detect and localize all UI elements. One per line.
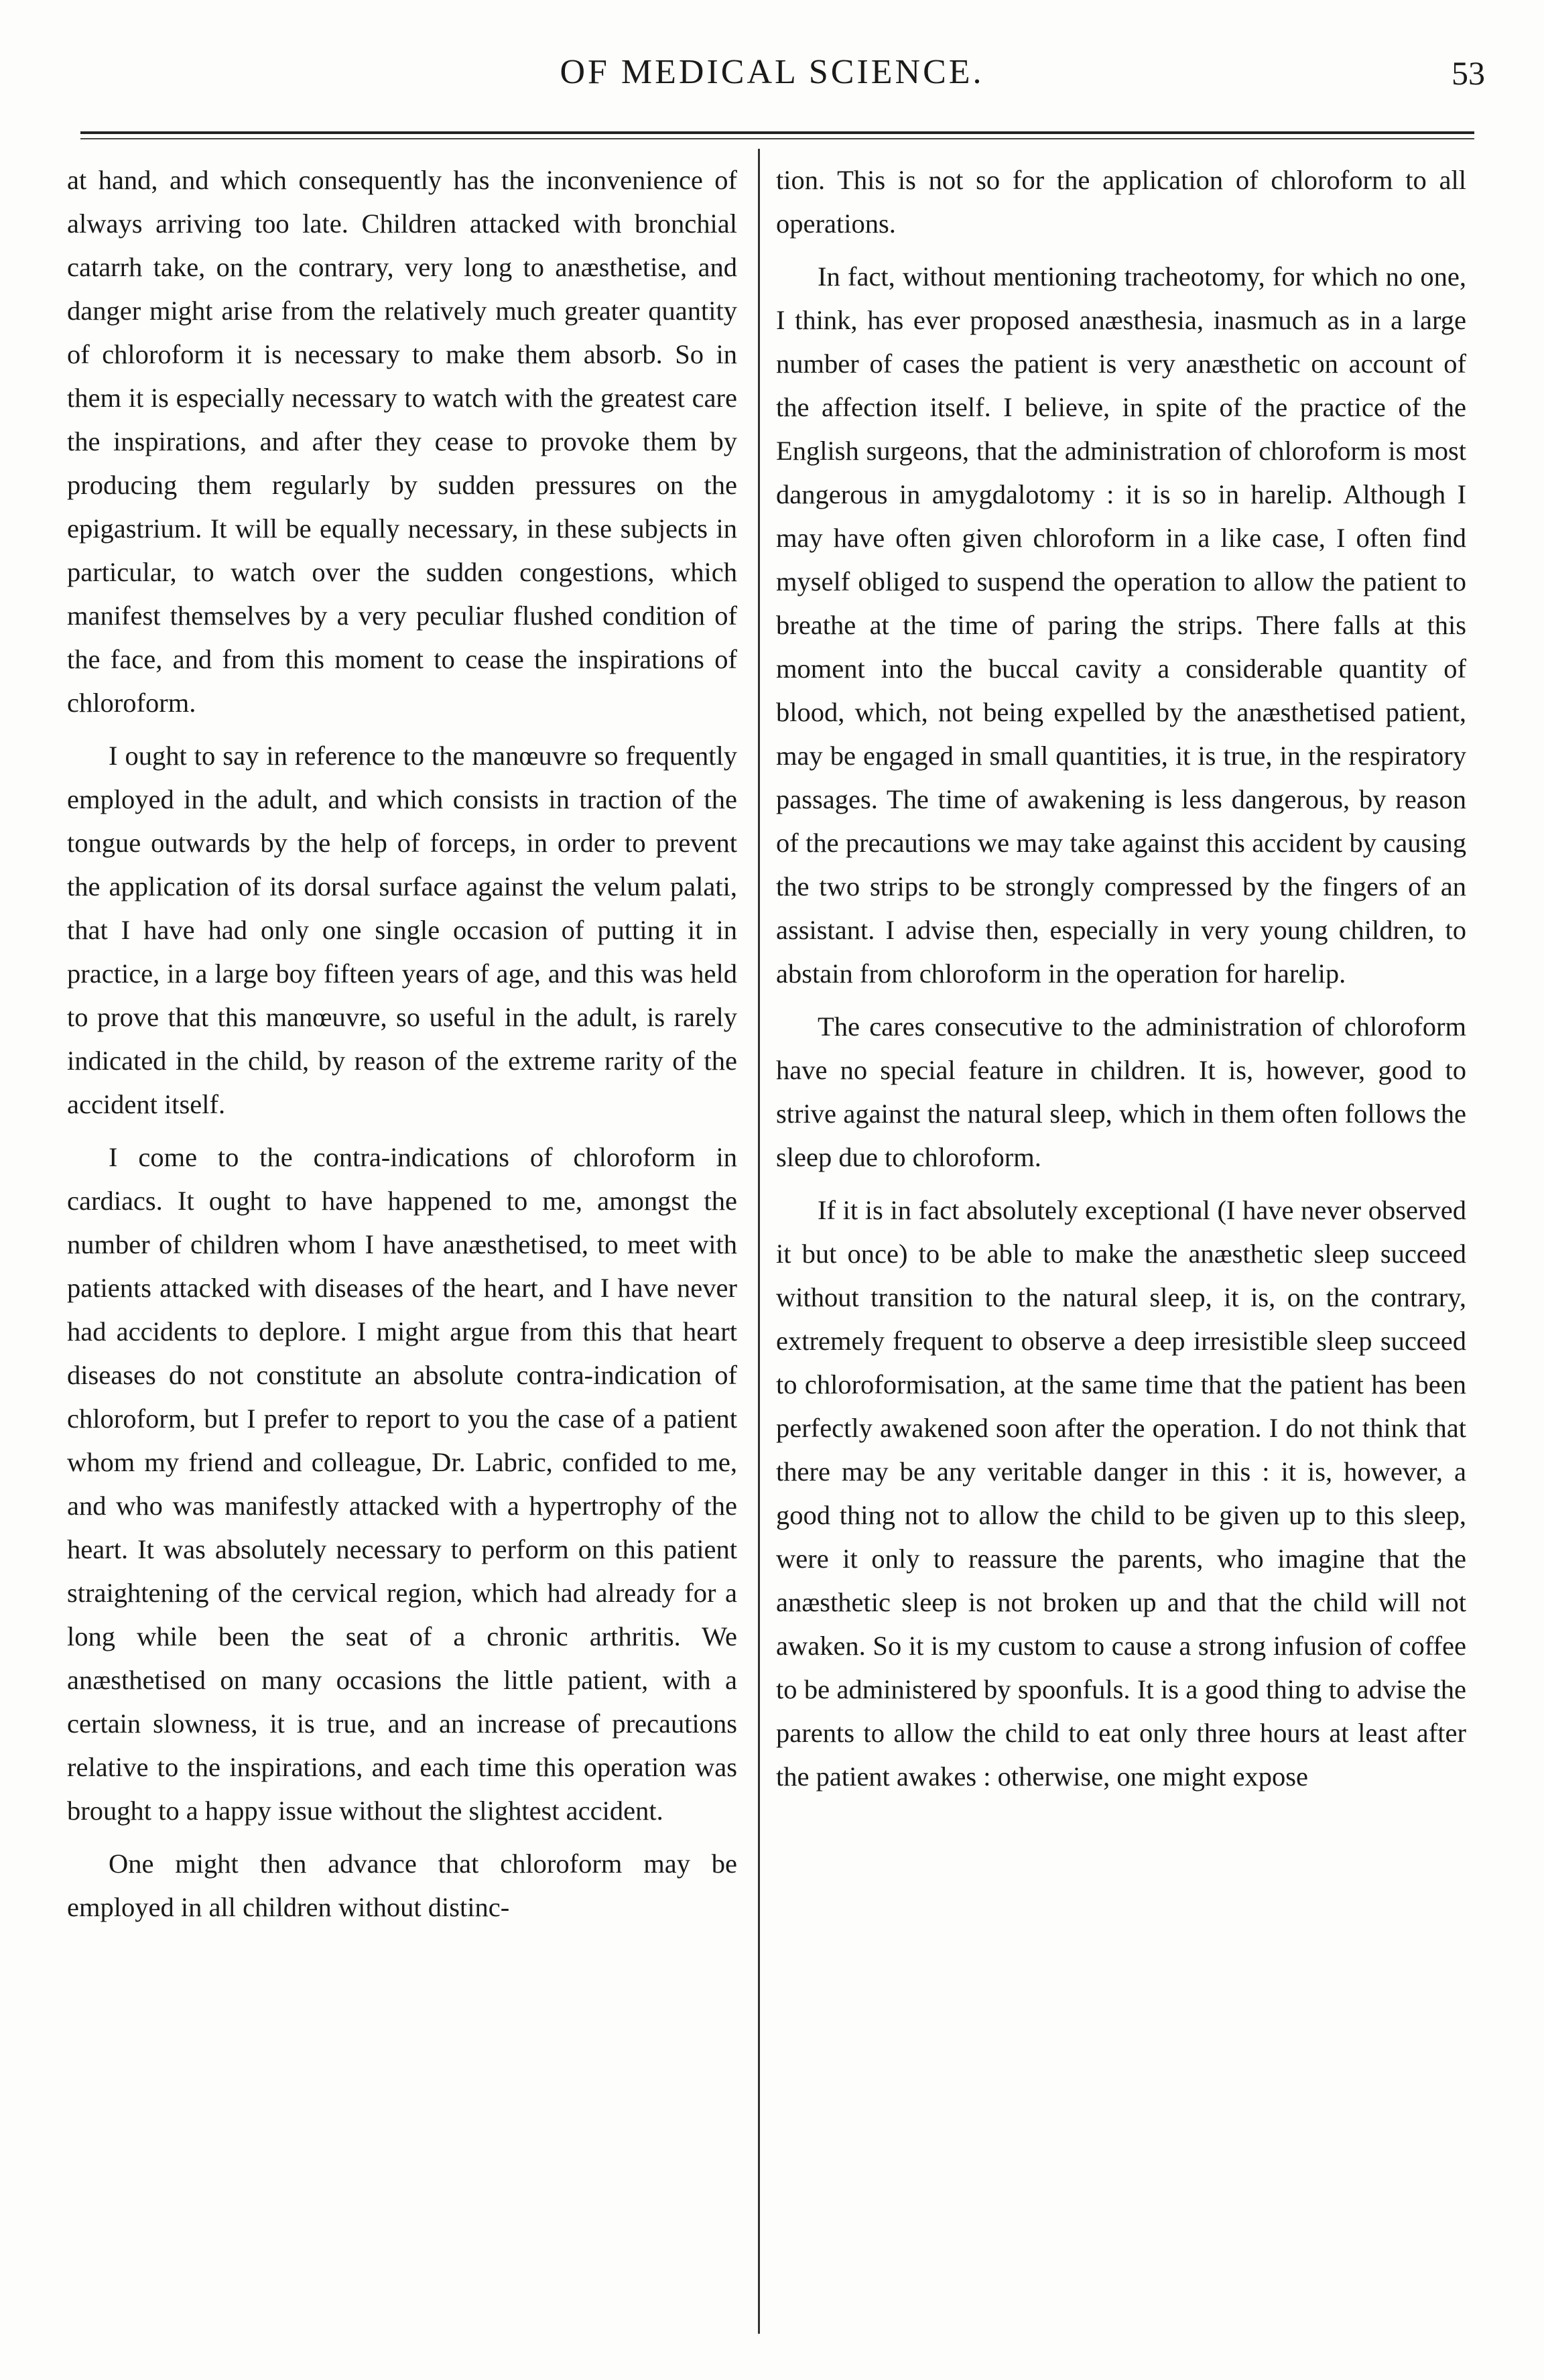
header-rule-thick (80, 131, 1474, 134)
header-rule-thin (80, 138, 1474, 139)
running-head (0, 52, 1544, 99)
left-column (67, 158, 737, 2330)
page-number: 53 (1452, 54, 1485, 92)
right-column (776, 158, 1466, 2330)
right-paragraph-1: tion. This is not so for the application of chloroform to all operations. (776, 165, 1466, 239)
right-paragraph-4: If it is in fact absolutely exceptional (I have never observed it but once) to be able to make the anæsthetic sleep succeed without transition to the natural sleep, it is, on the contrary, extremely frequent to observe a deep irresistible sleep succeed to chloroformisation, at the same time that the patient has been perfectly awakened soon after the operation. I do not think that there may be any veritable danger in this : it is, however, a good thing not to allow the child to be given up to this sleep, were it only to reassure the parents, who imagine that the anæsthetic sleep is not broken up and that the child will not awaken. So it is my custom to cause a strong infusion of coffee to be administered by spoonfuls. It is a good thing to advise the parents to allow the child to eat only three hours at least after the patient awakes : otherwise, one might expose (776, 1195, 1466, 1792)
right-paragraph-3: The cares consecutive to the administration of chloroform have no special feature in children. It is, however, good to strive against the natural sleep, which in them often follows the sleep due to chloroform. (776, 1011, 1466, 1172)
left-paragraph-4: One might then advance that chloroform may be employed in all children without distinc- (67, 1849, 737, 1922)
right-paragraph-2: In fact, without mentioning tracheotomy, for which no one, I think, has ever proposed anæsthesia, inasmuch as in a large number of cases the patient is very anæsthetic on account of the affection itself. I believe, in spite of the practice of the English surgeons, that the administration of chloroform is most dangerous in amygdalotomy : it is so in harelip. Although I may have often given chloroform in a like case, I often find myself obliged to suspend the operation to allow the patient to breathe at the time of paring the strips. There falls at this moment into the buccal cavity a considerable quantity of blood, which, not being expelled by the anæsthetised patient, may be engaged in small quantities, it is true, in the respiratory passages. The time of awakening is less dangerous, by reason of the precautions we may take against this accident by causing the two strips to be strongly compressed by the fingers of an assistant. I advise then, especially in very young children, to abstain from chloroform in the operation for harelip. (776, 261, 1466, 989)
left-paragraph-3: I come to the contra-indications of chloroform in cardiacs. It ought to have happened to me, amongst the number of children whom I have anæsthetised, to meet with patients attacked with diseases of the heart, and I have never had accidents to deplore. I might argue from this that heart diseases do not constitute an absolute contra-indication of chloroform, but I prefer to report to you the case of a patient whom my friend and colleague, Dr. Labric, confided to me, and who was manifestly attacked with a hypertrophy of the heart. It was absolutely necessary to perform on this patient straightening of the cervical region, which had already for a long while been the seat of a chronic arthritis. We anæsthetised on many occasions the little patient, with a certain slowness, it is true, and an increase of precautions relative to the inspirations, and each time this operation was brought to a happy issue without the slightest accident. (67, 1142, 737, 1826)
running-title: OF MEDICAL SCIENCE. (560, 53, 984, 91)
left-paragraph-1: at hand, and which consequently has the inconvenience of always arriving too late. Children attacked with bronchial catarrh take, on the contrary, very long to anæsthetise, and danger might arise from the relatively much greater quantity of chloroform it is necessary to make them absorb. So in them it is especially necessary to watch with the greatest care the inspirations, and after they cease to provoke them by producing them regularly by sudden pressures on the epigastrium. It will be equally necessary, in these subjects in particular, to watch over the sudden congestions, which manifest themselves by a very peculiar flushed condition of the face, and from this moment to cease the inspirations of chloroform. (67, 165, 737, 718)
column-divider (758, 149, 760, 2334)
left-paragraph-2: I ought to say in reference to the manœuvre so frequently employed in the adult, and which consists in traction of the tongue outwards by the help of forceps, in order to prevent the application of its dorsal surface against the velum palati, that I have had only one single occasion of putting it in practice, in a large boy fifteen years of age, and this was held to prove that this manœuvre, so useful in the adult, is rarely indicated in the child, by reason of the extreme rarity of the accident itself. (67, 741, 737, 1119)
